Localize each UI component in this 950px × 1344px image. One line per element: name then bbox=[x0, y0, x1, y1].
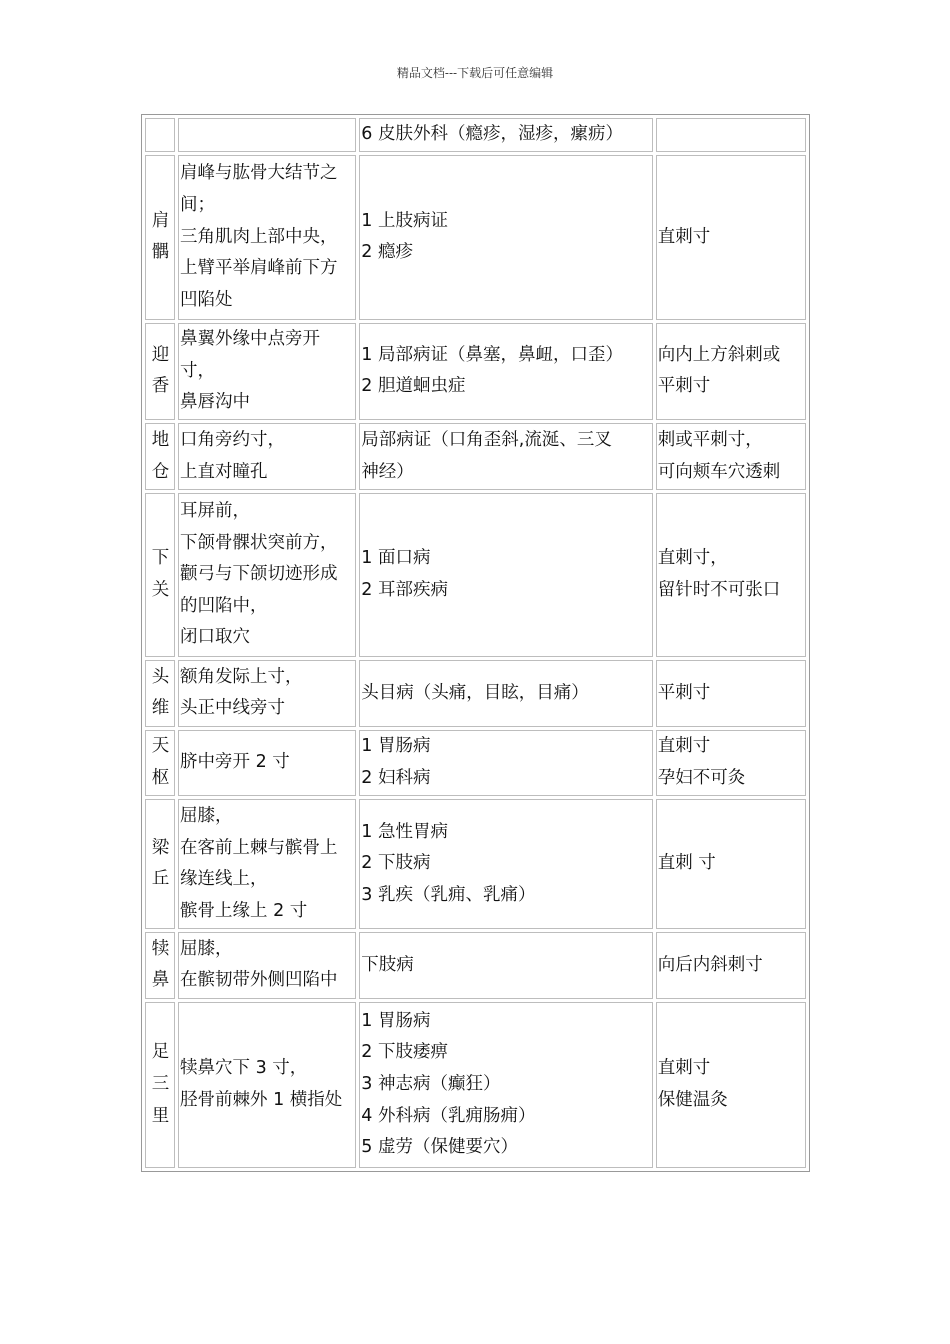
cell-line: 1 局部病证（鼻塞，鼻衄，口歪） bbox=[361, 344, 623, 365]
cell-line: 寸， bbox=[180, 360, 216, 381]
cell-line: 留针时不可张口 bbox=[657, 579, 781, 600]
indications-cell bbox=[359, 932, 652, 999]
acupoint-name bbox=[145, 799, 175, 929]
table-row bbox=[145, 423, 806, 490]
cell-line: 2 瘾疹 bbox=[361, 242, 413, 263]
name-char: 丘 bbox=[151, 869, 170, 890]
page-header: 精品文档---下载后可任意编辑 bbox=[396, 66, 554, 80]
acupoint-name bbox=[145, 323, 175, 421]
cell-line: 保健温灸 bbox=[657, 1089, 728, 1110]
table-row bbox=[145, 493, 806, 657]
cell-line: 肩峰与肱骨大结节之 bbox=[180, 163, 338, 184]
cell-line: 2 胆道蛔虫症 bbox=[361, 376, 466, 397]
cell-line: 上臂平举肩峰前下方 bbox=[180, 258, 338, 279]
cell-line: 间； bbox=[180, 195, 216, 216]
indications-cell bbox=[359, 323, 652, 421]
cell-line: 下颌骨髁状突前方， bbox=[180, 532, 338, 553]
cell-line: 向后内斜刺寸 bbox=[657, 954, 763, 975]
cell-line: 在客前上棘与髌骨上 bbox=[180, 837, 338, 858]
cell-line: 犊鼻穴下 3 寸， bbox=[180, 1058, 308, 1079]
name-char: 地 bbox=[151, 429, 170, 450]
cell-line: 缘连线上， bbox=[180, 869, 268, 890]
acupoint-table bbox=[141, 114, 810, 1172]
cell-line: 平刺寸 bbox=[657, 682, 711, 703]
name-char: 关 bbox=[151, 579, 170, 600]
acupoint-name bbox=[145, 493, 175, 657]
cell-line: 1 面口病 bbox=[361, 548, 431, 569]
cell-line: 6 皮肤外科（瘾疹，湿疹，瘰疬） bbox=[361, 124, 623, 145]
needling-method-cell bbox=[656, 730, 806, 797]
needling-method-cell bbox=[656, 118, 806, 152]
cell-line: 口角旁约寸， bbox=[180, 429, 286, 450]
needling-method-cell bbox=[656, 493, 806, 657]
acupoint-name bbox=[145, 118, 175, 152]
table-row bbox=[145, 323, 806, 421]
cell-line: 2 耳部疾病 bbox=[361, 579, 448, 600]
cell-line: 2 妇科病 bbox=[361, 767, 431, 788]
cell-line: 向内上方斜刺或 bbox=[657, 344, 781, 365]
name-char: 足 bbox=[151, 1042, 170, 1063]
cell-line: 2 下肢痿痹 bbox=[361, 1042, 448, 1063]
cell-line: 直刺寸 bbox=[657, 736, 711, 757]
name-char: 维 bbox=[151, 698, 170, 719]
cell-line: 下肢病 bbox=[361, 954, 414, 975]
name-char: 枢 bbox=[151, 767, 170, 788]
location-cell bbox=[178, 799, 356, 929]
needling-method-cell bbox=[656, 1002, 806, 1168]
name-char: 肩 bbox=[151, 210, 170, 231]
indications-cell bbox=[359, 423, 652, 490]
cell-line: 可向颊车穴透刺 bbox=[657, 461, 781, 482]
cell-line: 上直对瞳孔 bbox=[180, 461, 268, 482]
name-char: 鼻 bbox=[151, 970, 170, 991]
acupoint-name bbox=[145, 155, 175, 319]
cell-line: 直刺寸 bbox=[657, 1058, 711, 1079]
cell-line: 屈膝， bbox=[180, 805, 233, 826]
cell-line: 胫骨前棘外 1 横指处 bbox=[180, 1089, 343, 1110]
cell-line: 4 外科病（乳痈肠痈） bbox=[361, 1105, 536, 1126]
cell-line: 1 胃肠病 bbox=[361, 1010, 431, 1031]
acupoint-name bbox=[145, 660, 175, 727]
location-cell bbox=[178, 660, 356, 727]
needling-method-cell bbox=[656, 660, 806, 727]
name-char: 下 bbox=[151, 548, 170, 569]
cell-line: 头正中线旁寸 bbox=[180, 698, 286, 719]
needling-method-cell bbox=[656, 932, 806, 999]
name-char: 梁 bbox=[151, 837, 170, 858]
cell-line: 鼻唇沟中 bbox=[180, 392, 251, 413]
indications-cell bbox=[359, 155, 652, 319]
acupoint-name bbox=[145, 932, 175, 999]
table-row bbox=[145, 155, 806, 319]
location-cell bbox=[178, 493, 356, 657]
location-cell bbox=[178, 423, 356, 490]
cell-line: 三角肌肉上部中央， bbox=[180, 226, 338, 247]
cell-line: 局部病证（口角歪斜,流涎、三叉 bbox=[361, 429, 612, 450]
cell-line: 脐中旁开 2 寸 bbox=[180, 752, 290, 773]
indications-cell bbox=[359, 799, 652, 929]
cell-line: 直刺寸 bbox=[657, 226, 711, 247]
name-char: 头 bbox=[151, 666, 170, 687]
location-cell bbox=[178, 118, 356, 152]
needling-method-cell bbox=[656, 323, 806, 421]
location-cell bbox=[178, 932, 356, 999]
name-char: 香 bbox=[151, 376, 170, 397]
name-char: 仓 bbox=[151, 461, 170, 482]
cell-line: 1 上肢病证 bbox=[361, 210, 448, 231]
cell-line: 在髌韧带外侧凹陷中 bbox=[180, 970, 338, 991]
table-row bbox=[145, 660, 806, 727]
location-cell bbox=[178, 1002, 356, 1168]
location-cell bbox=[178, 155, 356, 319]
cell-line: 屈膝， bbox=[180, 938, 233, 959]
name-char: 犊 bbox=[151, 938, 170, 959]
needling-method-cell bbox=[656, 423, 806, 490]
cell-line: 额角发际上寸， bbox=[180, 666, 303, 687]
cell-line: 直刺寸， bbox=[657, 548, 728, 569]
cell-line: 耳屏前， bbox=[180, 500, 251, 521]
table-row bbox=[145, 932, 806, 999]
cell-line: 鼻翼外缘中点旁开 bbox=[180, 329, 321, 350]
cell-line: 3 神志病（癫狂） bbox=[361, 1074, 501, 1095]
name-char: 三 bbox=[151, 1074, 170, 1095]
cell-line: 孕妇不可灸 bbox=[657, 767, 746, 788]
needling-method-cell bbox=[656, 799, 806, 929]
table-row bbox=[145, 730, 806, 797]
acupoint-name bbox=[145, 730, 175, 797]
indications-cell bbox=[359, 493, 652, 657]
name-char: 髃 bbox=[151, 242, 170, 263]
cell-line: 凹陷处 bbox=[180, 289, 233, 310]
cell-line: 头目病（头痛，目眩，目痛） bbox=[361, 682, 589, 703]
indications-cell bbox=[359, 1002, 652, 1168]
cell-line: 闭口取穴 bbox=[180, 627, 251, 648]
cell-line: 平刺寸 bbox=[657, 376, 711, 397]
needling-method-cell bbox=[656, 155, 806, 319]
cell-line: 神经） bbox=[361, 461, 414, 482]
acupoint-name bbox=[145, 1002, 175, 1168]
cell-line: 2 下肢病 bbox=[361, 853, 431, 874]
cell-line: 的凹陷中， bbox=[180, 595, 268, 616]
cell-line: 3 乳疾（乳痈、乳痛） bbox=[361, 884, 536, 905]
cell-line: 直刺 寸 bbox=[657, 853, 716, 874]
table-row bbox=[145, 1002, 806, 1168]
cell-line: 髌骨上缘上 2 寸 bbox=[180, 900, 308, 921]
name-char: 迎 bbox=[151, 344, 170, 365]
table-row bbox=[145, 799, 806, 929]
cell-line: 颧弓与下颌切迹形成 bbox=[180, 564, 338, 585]
location-cell bbox=[178, 323, 356, 421]
cell-line: 5 虚劳（保健要穴） bbox=[361, 1137, 518, 1158]
cell-line: 1 急性胃病 bbox=[361, 821, 448, 842]
table-row bbox=[145, 118, 806, 152]
acupoint-name bbox=[145, 423, 175, 490]
indications-cell bbox=[359, 118, 652, 152]
name-char: 里 bbox=[151, 1105, 170, 1126]
indications-cell bbox=[359, 660, 652, 727]
location-cell bbox=[178, 730, 356, 797]
cell-line: 刺或平刺寸， bbox=[657, 429, 763, 450]
indications-cell bbox=[359, 730, 652, 797]
name-char: 天 bbox=[151, 736, 170, 757]
cell-line: 1 胃肠病 bbox=[361, 736, 431, 757]
